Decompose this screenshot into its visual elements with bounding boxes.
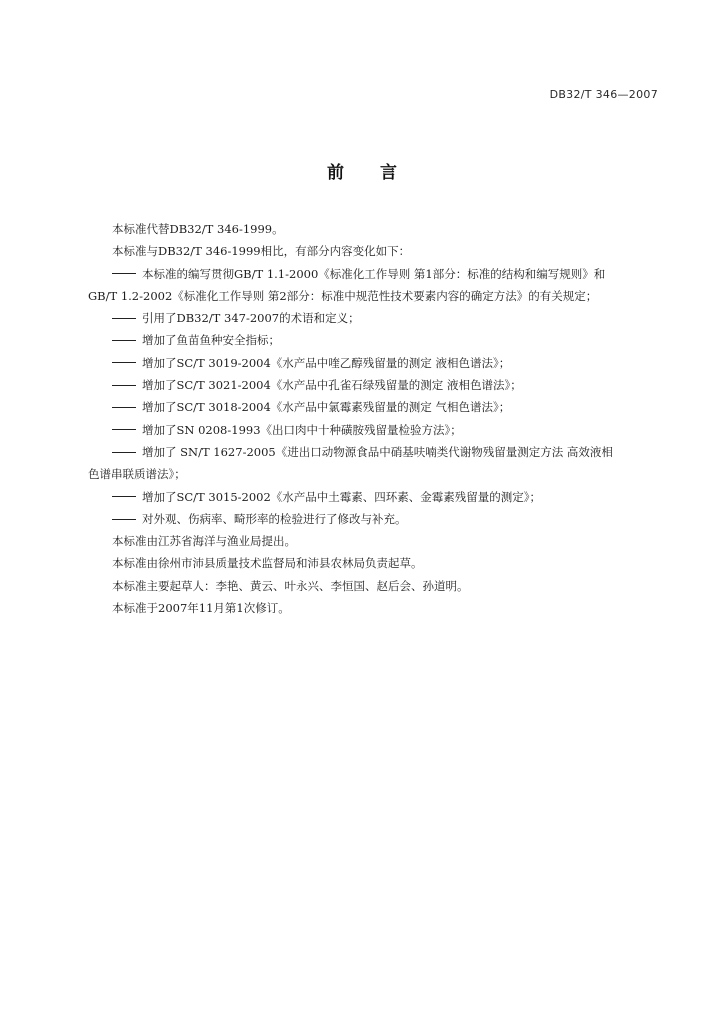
dash-mark — [112, 318, 136, 319]
change-item-5 — [88, 374, 658, 396]
change-item-1-continuation: GB/T 1.2-2002《标准化工作导则 第2部分：标准中规范性技术要素内容的确定方法》的有关规定； — [88, 288, 598, 303]
change-item-text: 增加了SC/T 3021-2004《水产品中孔雀石绿残留量的测定 液相色谱法》； — [142, 378, 522, 393]
standard-code: DB32/T 346—2007 — [549, 88, 658, 101]
dash-mark — [112, 340, 136, 341]
page-title: 前言 — [327, 163, 433, 183]
change-item-8 — [88, 441, 658, 463]
change-item-4 — [88, 352, 658, 374]
change-item-text: 增加了 SN/T 1627-2005《进出口动物源食品中硝基呋喃类代谢物残留量测定方法 高效液相 — [142, 444, 613, 459]
change-item-text: 对外观、伤病率、畸形率的检验进行了修改与补充。 — [142, 511, 407, 526]
change-item-6 — [88, 396, 658, 418]
closing-line-2: 本标准由徐州市沛县质量技术监督局和沛县农林局负责起草。 — [112, 556, 423, 571]
change-item-text: 增加了SC/T 3018-2004《水产品中氯霉素残留量的测定 气相色谱法》； — [142, 400, 511, 415]
change-item-7 — [88, 419, 658, 441]
dash-mark — [112, 385, 136, 386]
change-item-8-continuation: 色谱串联质谱法》； — [88, 467, 186, 482]
change-item-9 — [88, 486, 658, 508]
change-item-text: 本标准的编写贯彻GB/T 1.1-2000《标准化工作导则 第1部分：标准的结构和编写规则》和 — [142, 266, 606, 281]
closing-line-4: 本标准于2007年11月第1次修订。 — [112, 601, 290, 616]
dash-mark — [112, 496, 136, 497]
change-item-1 — [88, 263, 658, 285]
change-item-2 — [88, 307, 658, 329]
dash-mark — [112, 519, 136, 520]
dash-mark — [112, 452, 136, 453]
closing-line-1: 本标准由江苏省海洋与渔业局提出。 — [112, 534, 296, 549]
intro-line-1: 本标准代替DB32/T 346-1999。 — [112, 222, 284, 236]
change-item-text: 增加了SN 0208-1993《出口肉中十种磺胺残留量检验方法》； — [142, 422, 462, 437]
dash-mark — [112, 273, 136, 274]
change-item-10 — [88, 508, 658, 530]
change-item-text: 引用了DB32/T 347-2007的术语和定义； — [142, 311, 360, 326]
dash-mark — [112, 407, 136, 408]
change-item-3 — [88, 329, 658, 351]
change-item-text: 增加了SC/T 3015-2002《水产品中土霉素、四环素、金霉素残留量的测定》； — [142, 489, 542, 504]
foreword-body — [88, 218, 658, 619]
change-item-text: 增加了鱼苗鱼种安全指标； — [142, 333, 280, 348]
dash-mark — [112, 429, 136, 430]
intro-line-2: 本标准与DB32/T 346-1999相比，有部分内容变化如下： — [112, 244, 411, 259]
change-item-text: 增加了SC/T 3019-2004《水产品中喹乙醇残留量的测定 液相色谱法》； — [142, 355, 511, 370]
dash-mark — [112, 362, 136, 363]
closing-line-3: 本标准主要起草人：李艳、黄云、叶永兴、李恒国、赵后会、孙道明。 — [112, 578, 469, 593]
